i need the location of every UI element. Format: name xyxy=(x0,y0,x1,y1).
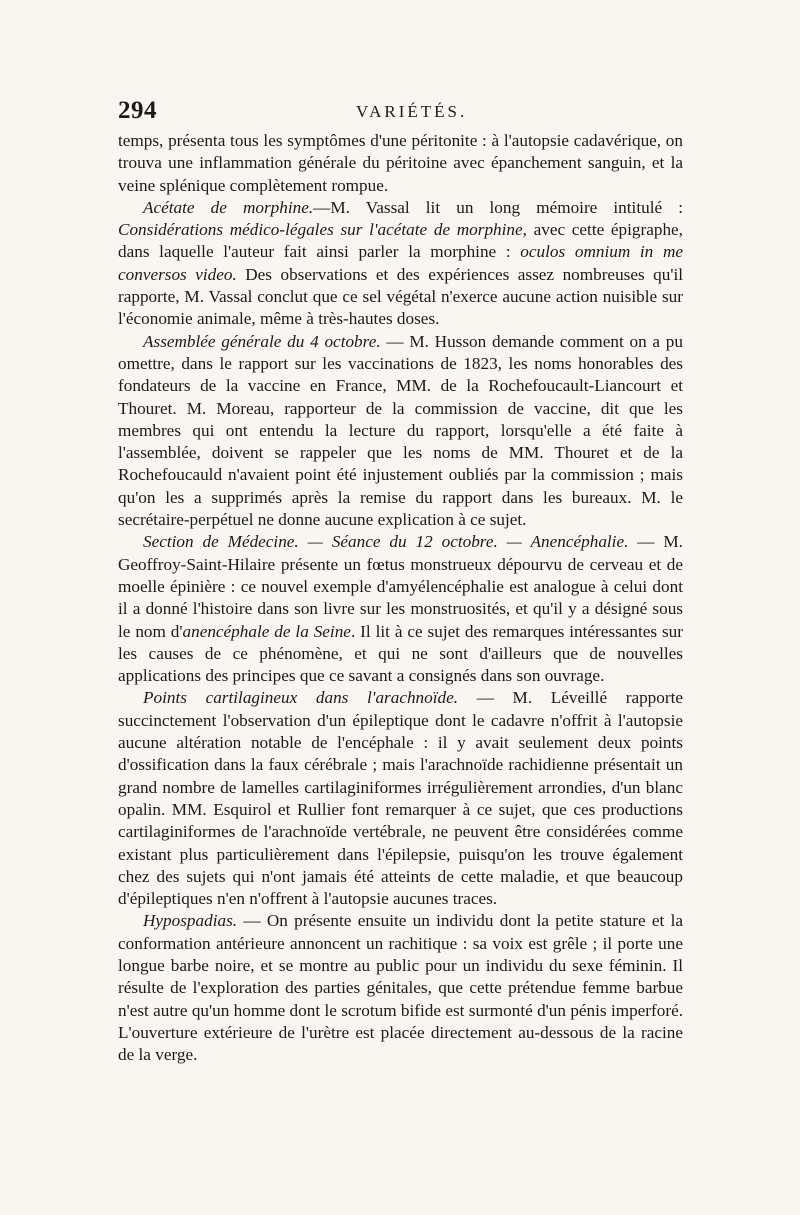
paragraph-hypospadias xyxy=(118,910,683,1066)
text-run: , avec cette épigraphe, dans laquelle l'auteur fait ainsi parler la morphine : xyxy=(118,220,683,262)
text-run: —M. Vassal lit un long mémoire intitulé : xyxy=(313,197,683,217)
page-header xyxy=(118,96,683,128)
italic-text-run: Considérations médico-légales sur l'acétate de morphine xyxy=(118,220,523,240)
italic-text-run: oculos omnium in me conversos video. xyxy=(118,242,683,284)
text-run: — M. Husson demande comment on a pu omettre, dans le rapport sur les vaccinations de 1823, les noms honorables des fondateurs de la vaccine en France, MM. de la Rochefoucault-Liancourt et Thouret. M. Moreau, rapporteur de la commission de vaccine, dit que les membres qui ont entendu la lecture du rapport, lorsqu'elle a été faite à l'assemblée, doivent se rappeler que les noms de MM. Thouret et de la Rochefoucauld n'avaient point été injustement oubliés par la commission ; mais qu'on les a supprimés après la remise du rapport dans les bureaux. M. le secrétaire-perpétuel ne donne aucune explication à ce sujet. xyxy=(118,331,683,530)
paragraph-points-cartilagineux xyxy=(118,687,683,910)
italic-text-run: Assemblée générale du 4 octobre. xyxy=(143,331,381,351)
italic-text-run: Acétate de morphine. xyxy=(143,197,314,217)
italic-text-run: anencéphale de la Seine xyxy=(182,621,351,641)
paragraph-acetate-de-morphine xyxy=(118,197,683,331)
paragraph-continuation xyxy=(118,130,683,197)
paragraph-anencephalie xyxy=(118,531,683,687)
body-text xyxy=(118,130,683,1066)
text-run: — M. Léveillé rapporte succinctement l'observation d'un épileptique dont le cadavre n'offrit à l'autopsie aucune altération notable de l'encéphale : il y avait seulement deux points d'ossification dans la faux cérébrale ; mais l'arachnoïde rachidienne présentait un grand nombre de lamelles cartilaginiformes irrégulièrement arrondies, d'un blanc opalin. MM. Esquirol et Rullier font remarquer à ce sujet, que ces productions cartilaginiformes de l'arachnoïde vertébrale, ne peuvent être considérées comme existant plus particulièrement dans l'épilepsie, puisqu'on les trouve également chez des sujets qui n'ont jamais été atteints de cette maladie, et que beaucoup d'épileptiques n'en n'offrent à l'autopsie aucunes traces. xyxy=(118,688,683,909)
page-number: 294 xyxy=(118,97,157,124)
text-run: — M. Geoffroy-Saint-Hilaire présente un fœtus monstrueux dépourvu de cerveau et de moelle épinière : ce nouvel exemple d'amyélencéphalie est analogue à celui dont il a donné l'histoire dans son livre sur les monstruosités, et qu'il y a désigné sous le nom d' xyxy=(118,532,683,641)
italic-text-run: Points cartilagineux dans l'arachnoïde. xyxy=(143,688,459,708)
text-run: Des observations et des expériences assez nombreuses qu'il rapporte, M. Vassal conclut que ce sel végétal n'exerce aucune action nuisible sur l'économie animale, même à très-hautes doses. xyxy=(118,264,683,329)
running-title: VARIÉTÉS. xyxy=(356,102,468,121)
text-run: . Il lit à ce sujet des remarques intéressantes sur les causes de ce phénomène, et qui ne sont d'ailleurs que de nouvelles applications des principes que ce savant a consignés dans son ouvrage. xyxy=(118,621,683,686)
italic-text-run: Section de Médecine. — Séance du 12 octobre. — Anencéphalie. xyxy=(143,532,629,552)
text-run: temps, présenta tous les symptômes d'une péritonite : à l'autopsie cadavérique, on trouva une inflammation générale du péritoine avec épanchement sanguin, et la veine splénique complètement rompue. xyxy=(118,131,683,195)
paragraph-assemblee-generale xyxy=(118,331,683,532)
italic-text-run: Hypospadias. xyxy=(143,911,238,931)
text-run: — On présente ensuite un individu dont la petite stature et la conformation antérieure annoncent un rachitique : sa voix est grêle ; il porte une longue barbe noire, et se montre au public pour un individu du sexe féminin. Il résulte de l'exploration des parties génitales, que cette prétendue femme barbue n'est autre qu'un homme dont le scrotum bifide est surmonté d'un pénis imperforé. L'ouverture extérieure de l'urètre est placée directement au-dessous de la racine de la verge. xyxy=(118,911,683,1065)
